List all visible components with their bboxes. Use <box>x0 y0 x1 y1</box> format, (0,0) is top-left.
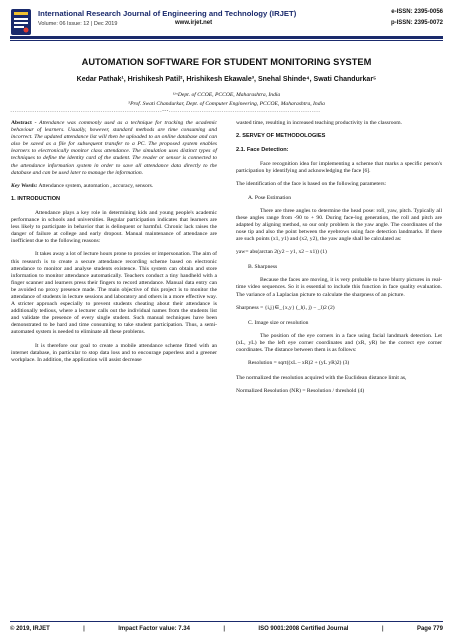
footer-impact-factor: Impact Factor value: 7.34 <box>118 626 190 632</box>
equation-2: Sharpness = {i,j}∈_{x,y} (_l(i, j) − _l)2 (2) <box>236 304 335 311</box>
intro-paragraph-3: It is therefore our goal to create a mobile attendance scheme fitted with an internet database, in particular to stop data loss and to encourage paperless and a greener workplace. In addition, the application will assist decrease <box>11 342 217 363</box>
pose-estimation-paragraph: There are three angles to determine the head pose: roll, yaw, pitch. Typically all these angles range from -90 to + 90. During face-log generation, the roll and pitch are adapted by aligning method, so our only problem is the yaw angle. The coordinates of the nose tip and also the point between the eyebrows using face detection landmarks. If there are such points (x1, y1) and (x2, y2), the yaw angle shall be calculated as: <box>236 207 442 243</box>
methodologies-heading: 2. SERVEY OF METHODOLOGIES <box>236 133 326 140</box>
p-issn: p-ISSN: 2395-0072 <box>390 20 443 26</box>
keywords <box>11 183 217 190</box>
sharpness-paragraph: Because the faces are moving, it is very probable to have blurry pictures in real-time video sequences. So it is essential to include this function in face quality evaluation. The variance of a Laplacian picture to calculate the sharpness of an picture. <box>236 277 442 298</box>
introduction-heading: 1. INTRODUCTION <box>11 195 61 202</box>
footer-separator: | <box>381 626 384 632</box>
e-issn: e-ISSN: 2395-0056 <box>391 9 443 15</box>
intro-paragraph-3-continued: wasted time, resulting in increased teaching productivity in the classroom. <box>236 120 403 126</box>
keywords-label: Key Words: <box>11 182 38 189</box>
intro-paragraph-1: Attendance plays a key role in determining kids and young people's academic performance in schools and universities. Regular participation indicates that learners are less likely to participate in behavior that is delinquent or harmful. Chronic lack raises the danger of failure at college and early dropout. Manual maintenance of attendance are inefficient due to the following reasons: <box>11 209 217 245</box>
journal-name: International Research Journal of Engineering and Technology (IRJET) <box>38 9 297 18</box>
abstract-label: Abstract - <box>11 120 37 126</box>
author-list: Kedar Pathak¹, Hrishikesh Patil², Hrishikesh Ekawale³, Snehal Shinde⁴, Swati Chandurkar⁵ <box>76 76 377 83</box>
parameters-paragraph: The identification of the face is based on the following parameters: <box>236 181 387 188</box>
irjet-logo-icon <box>10 8 32 36</box>
face-detection-paragraph: Face recognition idea for implementing a scheme that marks a specific person's participation by identifying and acknowledging the face [6]. <box>236 161 442 175</box>
header-rule-thin <box>10 40 443 41</box>
image-size-paragraph: The position of the eye corners in a face using facial landmark detection. Let (xL, yL) be the left eye corner coordinates and (xR, yR) be the correct eye corner coordinates. The distance between them is as follows: <box>236 332 442 353</box>
right-column <box>236 120 442 403</box>
footer-separator: | <box>223 626 226 632</box>
equation-4: Normalized Resolution (NR) = Resolution / threshold (4) <box>236 388 365 395</box>
journal-header <box>10 6 443 40</box>
footer-iso: ISO 9001:2008 Certified Journal <box>258 626 349 632</box>
normalized-paragraph: The normalized the resolution acquired with the Euclidean distance limit as, <box>236 375 407 382</box>
abstract <box>11 120 217 177</box>
keywords-text: Attendance system, automation , accuracy, sensors. <box>37 182 154 189</box>
abstract-text: Attendance was commonly used as a technique for tracking the academic behaviour of learners. Usually, however, standard methods are time consuming and incorrect. The updated attendance list will then be uploaded to an online database and can also be saved as a file for subsequent transfer to a PC. The proposed system enables learners to electronically monitor class attendance. The simulation uses distinct types of techniques to define the identity card of the student. The reader or sensor is connected to the attendance information system in order to save all attendance data directly to the database and can be used later to manage the information. <box>11 120 218 176</box>
equation-1: yaw= abs(arctan 2(y2 – y1, x2 – x1)) (1) <box>236 249 327 256</box>
left-column <box>11 120 217 370</box>
volume-issue: Volume: 06 Issue: 12 | Dec 2019 <box>38 21 118 27</box>
journal-website[interactable]: www.irjet.net <box>175 20 213 26</box>
paper-title: AUTOMATION SOFTWARE FOR STUDENT MONITORING SYSTEM <box>81 57 372 67</box>
footer-page-number: Page 779 <box>416 626 443 632</box>
subsection-image-size: C. Image size or resolution <box>248 319 309 326</box>
affiliation-professor: ⁵Prof. Swati Chandurkar, Dept. of Computer Engineering, PCCOE, Maharashtra, India <box>128 101 325 107</box>
subsection-sharpness: B. Sharpness <box>248 264 278 271</box>
page-footer <box>10 623 443 635</box>
footer-rule <box>10 621 443 622</box>
footer-copyright: © 2019, IRJET <box>10 626 50 632</box>
face-detection-heading: 2.1. Face Detection: <box>236 147 289 154</box>
subsection-pose-estimation: A. Pose Estimation <box>248 194 292 201</box>
intro-paragraph-2: It takes away a lot of lecture hours prone to proxies or impersonation. The aim of this research is to create a secure attendance recording scheme based on electronic attendance to monitor and analyse students existence. This system can obtain and store information to monitor attendance automatically. Teachers conduct a tiny handheld with a finger scanner and learners press their fingers to record attendance. Manual data entry can be avoided no proxy presence made. The main objective of this project is to monitor the attendance of students in lecture sessions and laboratory and others in a more effective way. A stricter approach especially to prevent students cheating about their attendance is additionally tedious, where a lecturer calls out the individual names from the students list and validate the presence of every single student. Such manual techniques have been demonstrated to be hard and time consuming to take student participation. Thus, a semi-automated system is needed to eliminate all these problems. <box>11 251 217 336</box>
affiliation-students: ¹ʲʳʴDept. of CCOE, PCCOE, Maharashtra, India <box>172 92 281 98</box>
footer-separator: | <box>83 626 85 632</box>
section-separator: ---------------------------------------------------------------------***--------------------------------------------------------------------- <box>10 110 321 114</box>
header-rule <box>10 36 443 39</box>
equation-3: Resolution = sqrt((xL – xR)2 + (yL yR)2) (3) <box>248 360 350 367</box>
